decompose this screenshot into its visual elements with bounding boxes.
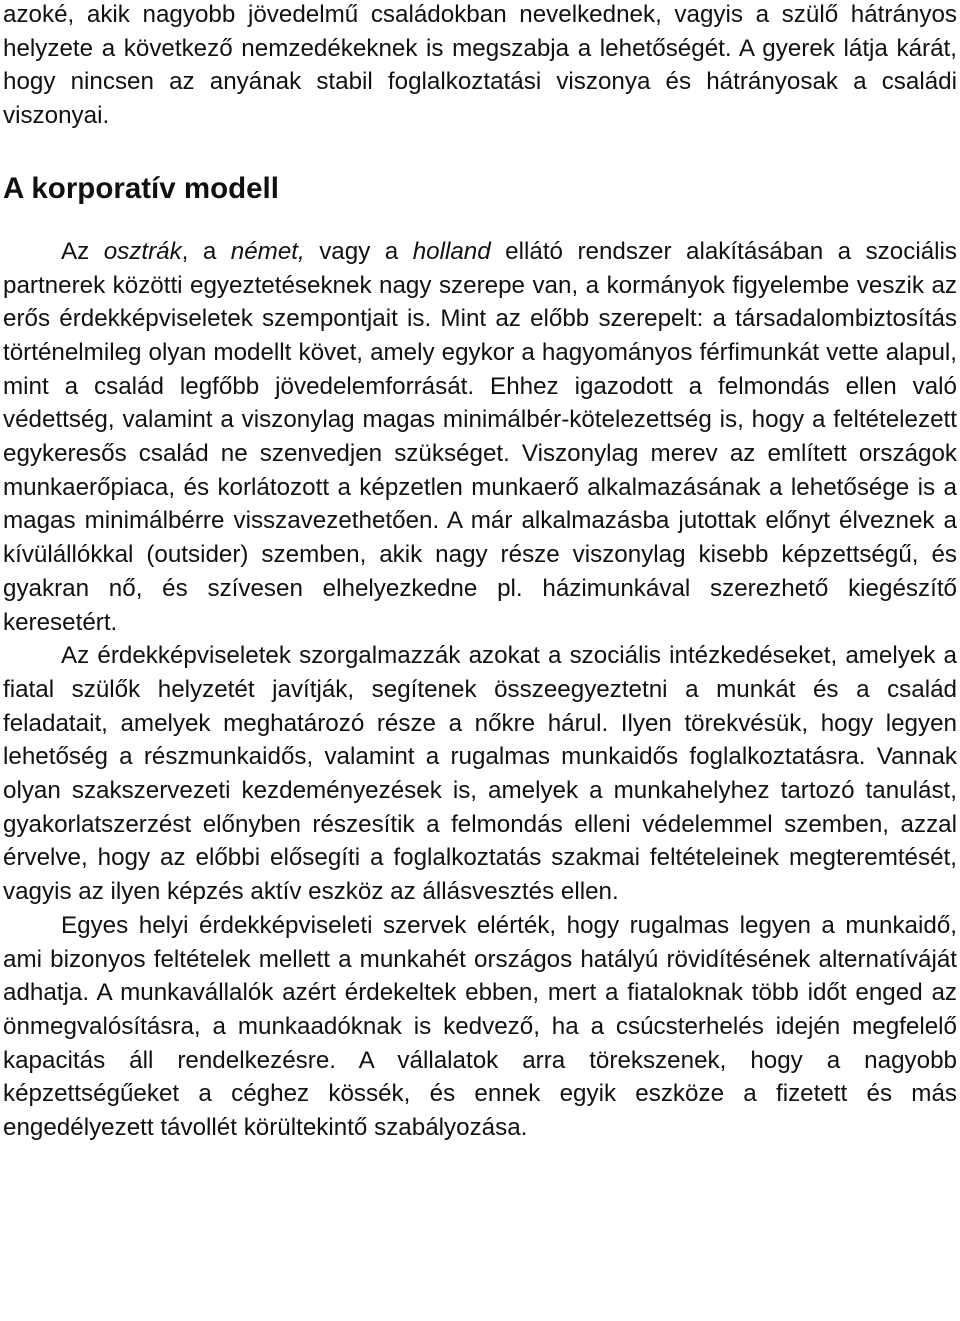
text-segment: Az bbox=[61, 237, 104, 265]
text-segment: vagy a bbox=[304, 237, 413, 265]
paragraph-corporate-model bbox=[3, 235, 957, 639]
paragraph-continuation: azoké, akik nagyobb jövedelmű családokban nevelkednek, vagyis a szülő hátrányos helyzete a következő nemzedékeknek is megszabja a lehetőségét. A gyerek látja kárát, hogy nincsen az anyának stabil foglalkoztatási viszonya és hátrányosak a családi viszonyai. bbox=[3, 1, 957, 130]
italic-term-dutch: holland bbox=[412, 237, 491, 265]
italic-term-german: német, bbox=[230, 237, 305, 265]
paragraph-interest-groups: Az érdekképviseletek szorgalmazzák azokat a szociális intézkedéseket, amelyek a fiatal szülők helyzetét javítják, segítenek összeegyeztetni a munkát és a család feladatait, amelyek meghatározó része a nőkre hárul. Ilyen törekvésük, hogy legyen lehetőség a részmunkaidős, valamint a rugalmas munkaidős foglalkoztatásra. Vannak olyan szakszervezeti kezdeményezések is, amelyek a munkahelyhez tartozó tanulást, gyakorlatszerzést előnyben részesítik a felmondás elleni védelemmel szemben, azzal érvelve, hogy az előbbi elősegíti a foglalkoztatás szakmai feltételeinek megteremtését, vagyis az ilyen képzés aktív eszköz az állásvesztés ellen. bbox=[3, 642, 957, 906]
text-segment: ellátó rendszer alakításában a szociális partnerek közötti egyeztetéseknek nagy szerepe van, a kormányok figyelembe veszik az erős érdekképviseletek szempontjait is. Mint az előbb szerepelt: a társadalombiztosítás történelmileg olyan modellt követ, amely egykor a hagyományos férfimunkát vette alapul, mint a család legfőbb jövedelemforrását. Ehhez igazodott a felmondás ellen való védettség, valamint a viszonylag magas minimálbér-kötelezettség is, hogy a feltételezett egykeresős család ne szenvedjen szükséget. Viszonylag merev az említett országok munkaerőpiaca, és korlátozott a képzetlen munkaerő alkalmazásának a lehetősége is a magas minimálbérre visszavezethetően. A már alkalmazásba jutottak előnyt élveznek a kívülállókkal (outsider) szemben, akik nagy része viszonylag kisebb képzettségű, és gyakran nő, és szívesen elhelyezkedne pl. házimunkával szerezhető kiegészítő keresetért. bbox=[3, 237, 957, 636]
text-segment: , a bbox=[181, 237, 231, 265]
italic-term-austrian: osztrák bbox=[103, 237, 182, 265]
section-heading: A korporatív modell bbox=[3, 171, 279, 205]
paragraph-local-organizations: Egyes helyi érdekképviseleti szervek elérték, hogy rugalmas legyen a munkaidő, ami bizonyos feltételek mellett a munkahét országos hatályú rövidítésének alternatíváját adhatja. A munkavállalók azért érdekeltek ebben, mert a fiataloknak több időt enged az önmegvalósításra, a munkaadóknak is kedvező, ha a csúcsterhelés idején megfelelő kapacitás áll rendelkezésre. A vállalatok arra törekszenek, hogy a nagyobb képzettségűeket a céghez kössék, és ennek egyik eszköze a fizetett és más engedélyezett távollét körültekintő szabályozása. bbox=[3, 911, 957, 1142]
